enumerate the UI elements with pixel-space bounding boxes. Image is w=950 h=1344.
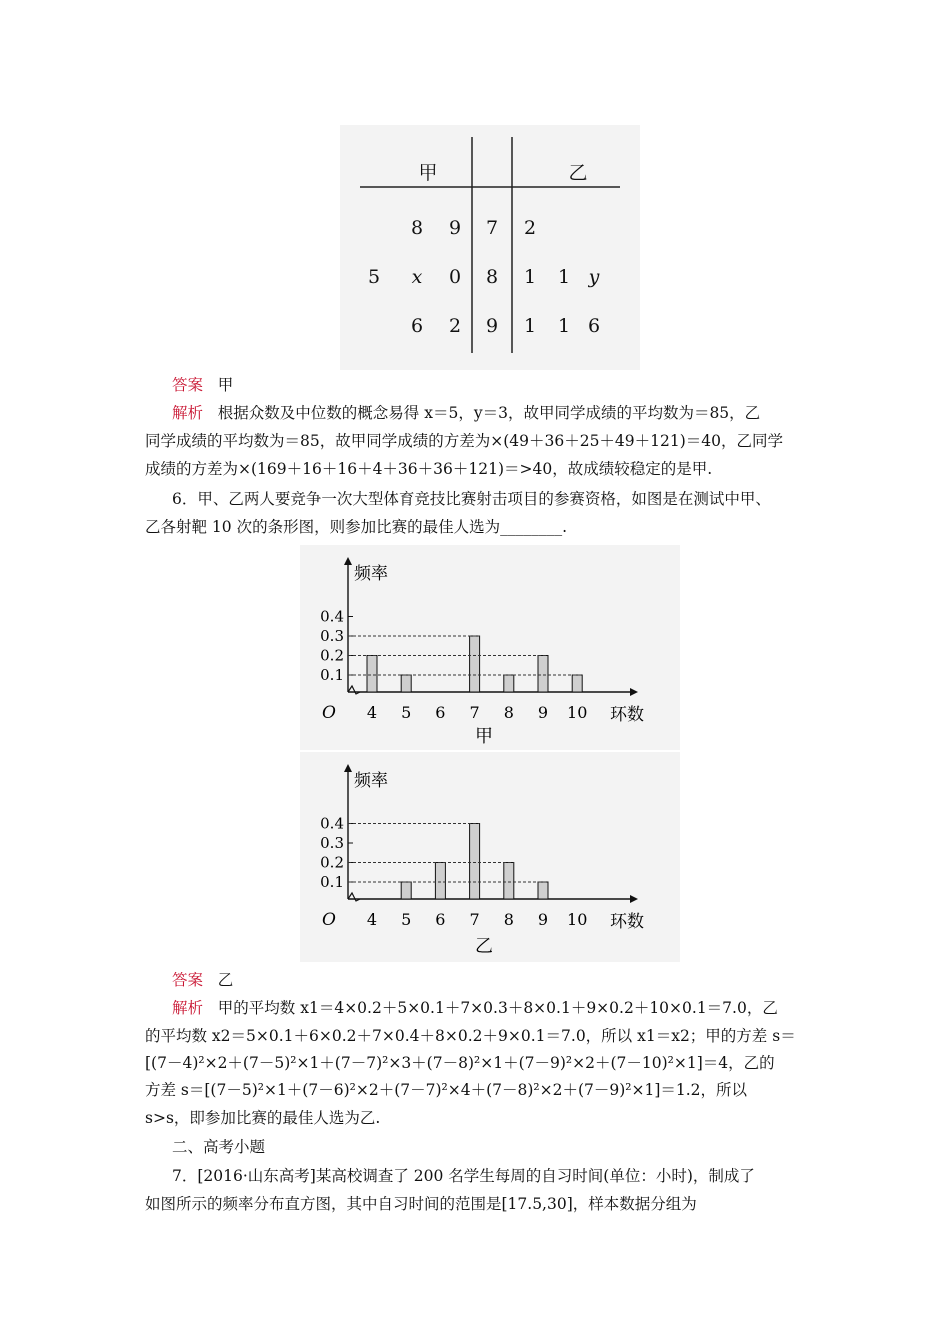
q5-analysis-line-2: 同学成绩的平均数为＝85，故甲同学成绩的方差为×(49＋36＋25＋49＋121)＝40，乙同学 [145, 432, 784, 450]
y-tick-label: 0.3 [320, 627, 344, 645]
leaf-right: 1 [557, 266, 571, 288]
leaf-left: x [411, 266, 423, 288]
leaf-left: 2 [448, 315, 462, 337]
y-tick-label: 0.2 [320, 853, 344, 872]
analysis-label: 解析 [172, 404, 204, 422]
q7-question-line-1: 7．[2016·山东高考]某高校调查了 200 名学生每周的自习时间(单位：小时)，制成了 [172, 1167, 755, 1185]
section-title: 二、高考小题 [172, 1138, 266, 1156]
axis-break-mark [348, 686, 360, 694]
x-tick-label: 10 [567, 910, 588, 929]
leaf-right: 1 [557, 315, 571, 337]
x-tick-label: 9 [537, 703, 549, 722]
q6-question-line-1: 6．甲、乙两人要竞争一次大型体育竞技比赛射击项目的参赛资格，如图是在测试中甲、 [172, 490, 771, 508]
q6-answer-row [172, 970, 233, 990]
bar-chart-jia-svg [300, 545, 680, 750]
leaf-right: y [588, 266, 600, 288]
chart-title: 甲 [475, 726, 493, 747]
bar-6 [435, 863, 445, 900]
q6-analysis-line-5: s>s，即参加比赛的最佳人选为乙. [145, 1109, 381, 1127]
q5-analysis-line-1 [172, 403, 760, 423]
q5-analysis-line-3: 成绩的方差为×(169＋16＋16＋4＋36＋36＋121)＝>40，故成绩较稳定的是甲. [145, 460, 713, 478]
bar-9 [538, 882, 548, 899]
analysis-text: 甲的平均数 x1＝4×0.2＋5×0.1＋7×0.3＋8×0.1＋9×0.2＋10×0.1＝7.0，乙 [217, 999, 778, 1017]
x-tick-label: 7 [469, 703, 480, 722]
x-tick-label: 4 [366, 910, 378, 929]
bar-4 [367, 656, 377, 693]
bar-chart-yi [300, 752, 680, 962]
y-tick-label: 0.2 [320, 646, 344, 665]
bar-chart-jia [300, 545, 680, 750]
bar-8 [504, 863, 514, 900]
stem-value: 7 [485, 217, 499, 239]
leaf-right: 2 [523, 217, 537, 239]
y-axis-label: 频率 [354, 771, 388, 791]
origin-label: O [322, 910, 336, 930]
leaf-left: 6 [410, 315, 424, 337]
q6-analysis-line-1 [172, 998, 778, 1018]
stem-value: 8 [485, 266, 499, 288]
stem-leaf-header-left: 甲 [418, 162, 438, 184]
x-tick-label: 7 [469, 910, 480, 929]
stem-leaf-header-right: 乙 [568, 162, 588, 184]
analysis-label: 解析 [172, 999, 204, 1017]
y-tick-label: 0.4 [320, 814, 344, 833]
stem-leaf-plot [340, 125, 640, 370]
origin-label: O [322, 703, 336, 723]
stem-value: 9 [485, 315, 499, 337]
q6-question-line-2: 乙各射靶 10 次的条形图，则参加比赛的最佳人选为________. [145, 518, 568, 536]
q7-question-line-2: 如图所示的频率分布直方图，其中自习时间的范围是[17.5,30]，样本数据分组为 [145, 1195, 697, 1213]
bar-chart-yi-svg [300, 752, 680, 962]
x-tick-label: 6 [435, 703, 446, 722]
bar-10 [572, 675, 582, 692]
y-tick-label: 0.3 [320, 834, 344, 852]
x-tick-label: 4 [366, 703, 378, 722]
x-tick-label: 5 [401, 910, 412, 929]
leaf-left: 5 [367, 266, 381, 288]
y-tick-label: 0.1 [320, 666, 344, 684]
q6-analysis-line-3: [(7－4)²×2＋(7－5)²×1＋(7－7)²×3＋(7－8)²×1＋(7－9)²×2＋(7－10)²×1]＝4，乙的 [145, 1054, 775, 1072]
y-axis-label: 频率 [354, 564, 388, 584]
q6-analysis-line-4: 方差 s＝[(7－5)²×1＋(7－6)²×2＋(7－7)²×4＋(7－8)²×2＋(7－9)²×1]＝1.2，所以 [145, 1081, 748, 1099]
q5-answer-row [172, 375, 233, 395]
answer-label: 答案 [172, 971, 204, 989]
x-axis-label: 环数 [610, 705, 644, 725]
leaf-right: 6 [587, 315, 601, 337]
leaf-left: 9 [448, 217, 462, 239]
y-axis-arrow [344, 764, 352, 772]
y-tick-label: 0.4 [320, 607, 344, 626]
x-axis-label: 环数 [610, 912, 644, 932]
y-tick-label: 0.1 [320, 873, 344, 891]
bar-5 [401, 675, 411, 692]
bar-7 [470, 824, 480, 900]
leaf-left: 8 [410, 217, 424, 239]
leaf-right: 1 [523, 266, 537, 288]
answer-value: 乙 [217, 971, 234, 989]
analysis-text: 根据众数及中位数的概念易得 x＝5，y＝3，故甲同学成绩的平均数为＝85，乙 [217, 404, 761, 422]
x-tick-label: 8 [503, 910, 514, 929]
chart-title: 乙 [475, 936, 493, 957]
bar-8 [504, 675, 514, 692]
bar-9 [538, 656, 548, 693]
x-tick-label: 5 [401, 703, 412, 722]
x-tick-label: 8 [503, 703, 514, 722]
bar-7 [470, 636, 480, 692]
bar-5 [401, 882, 411, 899]
x-tick-label: 9 [537, 910, 549, 929]
q6-analysis-line-2: 的平均数 x2＝5×0.1＋6×0.2＋7×0.4＋8×0.2＋9×0.1＝7.0，所以 x1＝x2；甲的方差 s＝ [145, 1027, 796, 1045]
axis-break-mark [348, 893, 360, 901]
y-axis-arrow [344, 557, 352, 565]
answer-label: 答案 [172, 376, 204, 394]
x-tick-label: 6 [435, 910, 446, 929]
leaf-left: 0 [448, 266, 462, 288]
leaf-right: 1 [523, 315, 537, 337]
x-axis-arrow [630, 688, 638, 696]
x-axis-arrow [630, 895, 638, 903]
x-tick-label: 10 [567, 703, 588, 722]
answer-value: 甲 [217, 376, 234, 394]
